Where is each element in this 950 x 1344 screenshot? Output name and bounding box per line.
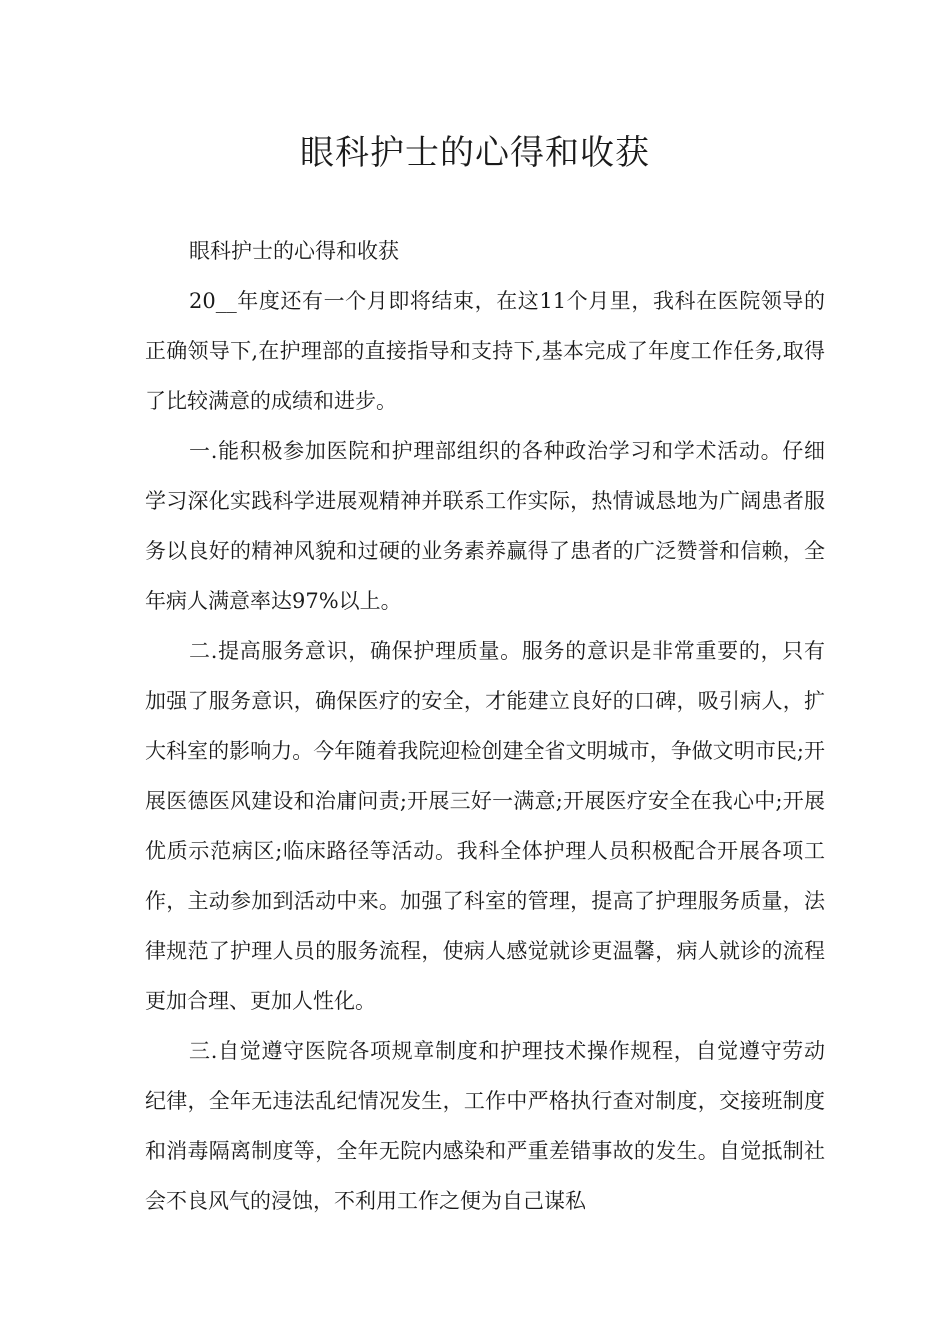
paragraph-subtitle: 眼科护士的心得和收获 — [189, 239, 399, 263]
paragraph-section-3: 三.自觉遵守医院各项规章制度和护理技术操作规程，自觉遵守劳动纪律，全年无违法乱纪情况发生，工作中严格执行查对制度，交接班制度和消毒隔离制度等，全年无院内感染和严重差错事故的发生。自觉抵制社会不良风气的浸蚀，不利用工作之便为自己谋私 — [145, 1039, 825, 1213]
paragraph-intro: 20__年度还有一个月即将结束，在这11个月里，我科在医院领导的正确领导下,在护理部的直接指导和支持下,基本完成了年度工作任务,取得了比较满意的成绩和进步。 — [145, 289, 825, 413]
paragraph-section-2: 二.提高服务意识，确保护理质量。服务的意识是非常重要的，只有加强了服务意识，确保医疗的安全，才能建立良好的口碑，吸引病人，扩大科室的影响力。今年随着我院迎检创建全省文明城市，争做文明市民;开展医德医风建设和治庸问责;开展三好一满意;开展医疗安全在我心中;开展优质示范病区;临床路径等活动。我科全体护理人员积极配合开展各项工作，主动参加到活动中来。加强了科室的管理，提高了护理服务质量，法律规范了护理人员的服务流程，使病人感觉就诊更温馨，病人就诊的流程更加合理、更加人性化。 — [145, 639, 825, 1013]
document-title: 眼科护士的心得和收获 — [300, 133, 650, 173]
paragraph-section-1: 一.能积极参加医院和护理部组织的各种政治学习和学术活动。仔细学习深化实践科学进展观精神并联系工作实际，热情诚恳地为广阔患者服务以良好的精神风貌和过硬的业务素养赢得了患者的广泛赞誉和信赖，全年病人满意率达97%以上。 — [145, 439, 825, 613]
document-body — [145, 226, 825, 1226]
